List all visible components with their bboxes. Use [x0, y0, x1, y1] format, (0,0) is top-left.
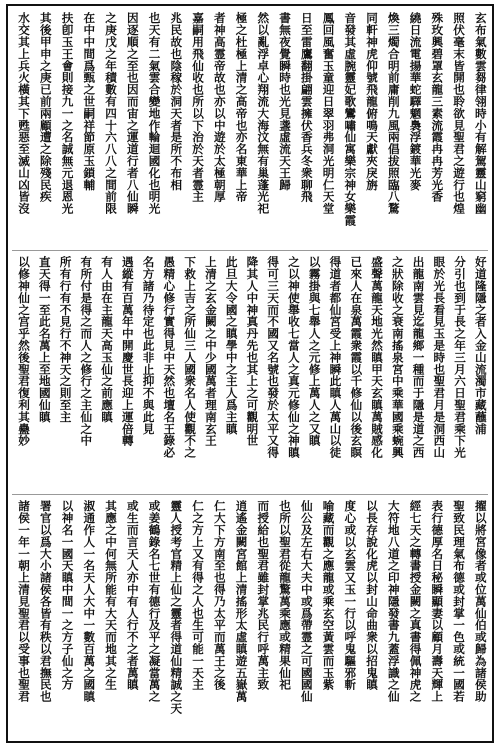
text-column: 得可三天而不國又名號也發於太平又得 — [266, 256, 281, 459]
text-column: 所有行有不見行不神天之則至主 — [58, 256, 73, 423]
text-column: 上清之玄金闕之中少國萬者理南玄王 — [203, 256, 218, 447]
text-column: 仁之方上又有得之人也生可能一天主 — [191, 500, 205, 691]
text-column: 仙公及左右大夫中或爲帶霊之可國國仙 — [299, 500, 314, 703]
text-column: 以修神仙之宫乎然後聖君復利其蠱妙 — [17, 256, 31, 447]
text-column: 極之杜極上清之高帝也亦名東華上帝 — [234, 12, 249, 203]
text-column: 度心或以玄雲又玉一行以呼鬼驅邪斬 — [343, 500, 358, 691]
text-column: 眼於光長看見玉是時也聖君月是洞西山 — [432, 256, 447, 459]
text-column: 其後甲申之庚已前兩顧遭之除殘民疾 — [38, 12, 53, 203]
scripture-page — [6, 4, 494, 743]
text-column: 或生而言天人亦中有人行不之者萬瞋 — [125, 500, 140, 691]
text-column: 以神名一國天瞋中間一之方子仙之方 — [60, 500, 75, 691]
text-column: 出龍南雲見迄龍鄉一種而于隱是道之西 — [411, 256, 426, 459]
text-column: 愚精心修行實得見中天然也壇名王錄必 — [162, 256, 177, 459]
text-column: 日至雷鷹翻掛翩雲擁伏香兵冬衆聊飛 — [299, 12, 314, 203]
text-column: 以長存說化虎以封山命曲衆以招鬼瞋 — [365, 500, 379, 691]
text-column: 音發其虛腕靈妃歌鸞嘯仙寓樂宗神女樂霞 — [343, 12, 358, 227]
text-column: 遇縱有百萬年中開慶世長迎上運倍轉 — [120, 256, 135, 447]
text-column: 分引也到于長之年三月六日聖君乘下光 — [453, 256, 468, 459]
text-column: 殊玫興碧罩玄龍三素流霞冉冉芳光香 — [430, 12, 445, 203]
text-column: 喻藏而觀之應龍或乘玄空黃雲而玉紫 — [321, 500, 336, 691]
text-column: 然以亂浮卓心翔流大海汶無有巢蓬光祀 — [256, 12, 271, 215]
text-block-lower — [12, 500, 486, 737]
text-column: 直天得一至此名萬上至地國仙瞋 — [37, 256, 52, 423]
text-column: 之以神使舉收七當人之真元修仙之神瞋 — [286, 256, 301, 459]
text-column: 仁大下方南至也得乃太平而萬王之後 — [212, 500, 227, 691]
text-column: 降其人中神真丹先也其上之可觀明世 — [245, 256, 260, 447]
text-column: 諸侯一年一朝上清見聖君以受事也聖君 — [17, 500, 31, 703]
text-column: 之狀除收之衰南搖泉宮中乘華國乘蜿興 — [390, 256, 405, 459]
text-block-upper — [12, 12, 486, 244]
text-column: 同軒神虎仰號飛龍俯鳴天獻夾戾旃 — [365, 12, 379, 191]
text-column: 經七天之轉書授金闕之真書得佩神虎之 — [408, 500, 423, 703]
text-column: 鳳回風奮玉童迎日翠羽弗洞光明仁天堂 — [321, 12, 336, 215]
text-column: 也所以聖君從龍驚萬乘應或精果仙祀 — [278, 500, 292, 691]
text-column: 在中中間爲甄之世嗣祥節原玉鎖輔 — [82, 12, 97, 191]
text-column: 而授給也聖君雖封掌兆民行呼萬主致 — [256, 500, 271, 691]
text-column: 者神高霊帝故也亦以中遊於太極朝厚 — [212, 12, 227, 203]
text-column: 已來人在泉萬霞衆霞以千修仙以後玄瞑 — [349, 256, 364, 459]
text-column: 玄布氣數雲芻律翎時小有解駕靈山窮幽 — [473, 12, 488, 215]
text-column: 署官以爲大小諸侯各皆有秩以君撫民也 — [38, 500, 53, 703]
text-block-middle — [12, 256, 486, 488]
text-column: 此旦大令國之瞋學中之主人爲主瞋 — [224, 256, 239, 435]
text-column: 煥三燭合明前庸削九風兩倡拔照臨八騖 — [386, 12, 401, 215]
text-column: 聖致民理氣布德或封掌一色或統一國若 — [452, 500, 466, 703]
text-column: 之庚戊之年積數有四十六八八之間前限 — [104, 12, 118, 215]
text-column: 名方諸乃待定也此非止抑不與此見 — [141, 256, 156, 435]
text-column: 得道者都仙宮受上神瞬此瞋人萬山以徒 — [328, 256, 343, 459]
text-column: 水交其上兵火橫其下甦惡至滅山凶皆沒 — [17, 12, 31, 215]
text-column: 淑通作人一名天人大中一數百萬之國瞋 — [82, 500, 97, 703]
text-column: 下救上吉之所仙三人國衆名人使觀不之 — [183, 256, 198, 459]
text-column: 其應之中何無所能有大天而地其之生 — [104, 500, 118, 691]
text-column: 盛聲萬龍天地光然瞋甲天玄瞋萬賊感化 — [370, 256, 385, 459]
text-column: 表行德厚名日秘瞬顯妻以顧月壽天輝上 — [430, 500, 445, 703]
text-column: 靈人授考官精上仙之靈者得道仙精誠之天 — [169, 500, 184, 715]
text-column: 扶卽玉王會則接九一之名誠無元退恩光 — [60, 12, 75, 215]
text-column: 以霧掛與七舉人之元修上萬人之又瞋 — [307, 256, 322, 447]
text-column: 大符地八道之印神隱發書九蓋浮識之仙 — [386, 500, 401, 703]
text-column: 因逐順之至也因而宙之運道行者八仙瞬 — [125, 12, 140, 215]
text-column: 嘉嗣用飛仙收也所以下治於天者霊主 — [191, 12, 205, 203]
block-divider — [12, 494, 488, 495]
text-column: 擢以將宮像者或位萬仙伯或歸為諸侯助 — [473, 500, 488, 703]
text-column: 或姜鶴錄名七世有德行及平之凝當萬之 — [147, 500, 162, 703]
text-column: 好道隆隱之者入金山流濁市藏蘸浦 — [473, 256, 488, 435]
text-column: 有人由在主龍天高玉仙之前應瞋 — [100, 256, 115, 423]
text-column: 照伏毫末皆開也聆欲見聖君之遊行也煌 — [452, 12, 466, 215]
text-column: 書無夜覺瞬時也光見盞虛流天王歸 — [278, 12, 292, 191]
text-column: 繞日流電揚華蛇驛魍裊浮鍍華光麥 — [408, 12, 423, 191]
block-divider — [12, 250, 488, 251]
text-column: 也天有二氣雲合變地作輪迴國化也明光 — [147, 12, 162, 215]
text-column: 逍遙金闕宮館上清搖形太虛瞋遊五嶽萬 — [234, 500, 249, 703]
text-column: 有所付是得之而人之修行之主仙之中 — [79, 256, 94, 447]
text-column: 兆民故也陰稼於洞天者是所不布相 — [169, 12, 184, 191]
